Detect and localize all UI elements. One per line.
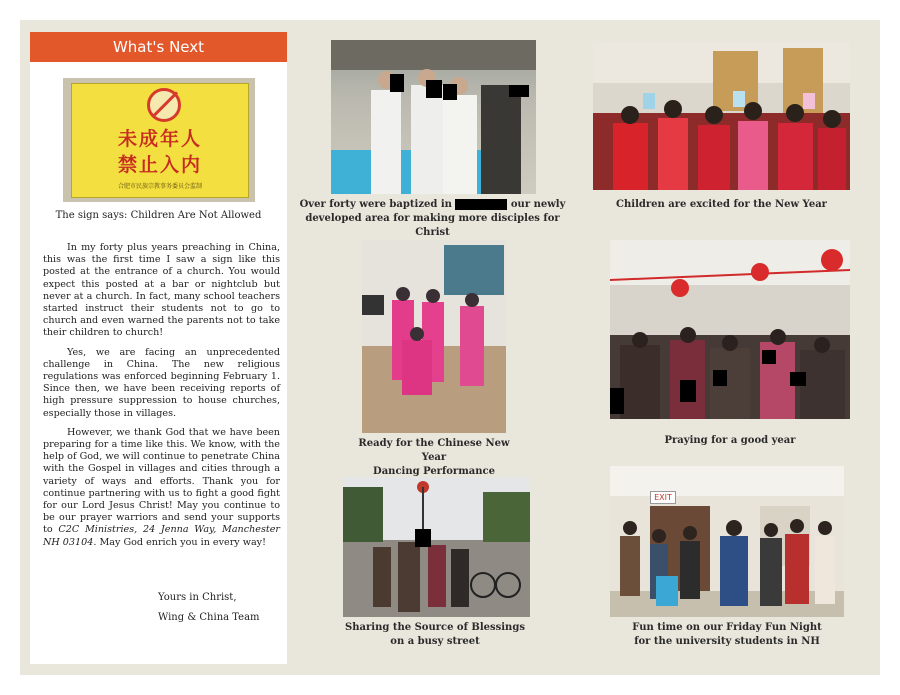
street-outreach-photo: [343, 477, 530, 617]
children-new-year-photo: [593, 43, 850, 190]
dance-performance-photo: [362, 240, 506, 433]
baptism-scene: [331, 40, 536, 194]
dancers-scene: [362, 240, 506, 433]
whats-next-banner: What's Next: [30, 32, 287, 62]
paragraph-2: Yes, we are facing an unprecedented challenge in China. The new religious regulations was enforced beginning February 1. Since then, we have been receiving reports of high pressure suppression to house churches, especially those in villages.: [43, 346, 280, 419]
sign-caption: The sign says: Children Are Not Allowed: [55, 210, 262, 221]
fun-night-caption: Fun time on our Friday Fun Night for the university students in NH: [632, 622, 822, 647]
children-scene: [593, 43, 850, 190]
praying-caption: Praying for a good year: [664, 435, 796, 446]
paragraph-3: However, we thank God that we have been preparing for a time like this. We know, with the help of God, we will continue to penetrate China with the Gospel in villages and cities through a variety of ways and efforts. Thank you for continue partnering with us to fight a good fight for our Lord Jesus Christ! May you continue to be our prayer warriors and send your supports to C2C Ministries, 24 Jenna Way, Manchester NH 03104. May God enrich you in every way!: [43, 426, 281, 548]
no-children-sign-photo: [63, 78, 255, 202]
street-scene: [343, 477, 530, 617]
street-caption: Sharing the Source of Blessings on a busy street: [345, 622, 525, 647]
sign-small-print: 合肥市民族宗教事务委员会监制: [117, 183, 202, 190]
sign-text-line2: 禁止入内: [117, 154, 202, 176]
prayer-scene: [610, 240, 850, 419]
letter-body: [43, 242, 280, 556]
baptism-caption: Over forty were baptized in our newly developed area for making more disciples for Christ: [299, 199, 566, 238]
dance-caption: Ready for the Chinese New Year Dancing Performance: [358, 438, 510, 477]
sign-text-line1: 未成年人: [117, 128, 202, 150]
baptism-photo: [331, 40, 536, 194]
fun-night-photo: [610, 466, 844, 617]
exit-sign: EXIT: [650, 491, 676, 504]
whats-next-panel: [30, 32, 287, 664]
mailing-address: C2C Ministries, 24 Jenna Way, Manchester NH 03104: [43, 524, 281, 548]
fun-night-scene: [610, 466, 844, 617]
children-caption: Children are excited for the New Year: [616, 199, 827, 210]
signature: Wing & China Team: [158, 612, 260, 623]
praying-photo: [610, 240, 850, 419]
sign-off: Yours in Christ,: [158, 592, 237, 603]
redacted-location: [455, 199, 507, 210]
no-child-prohibition-icon: [147, 88, 181, 122]
paragraph-1: In my forty plus years preaching in China, this was the first time I saw a sign like this posted at the entrance of a church. You would expect this posted at a bar or nightclub but never at a church. In fact, many school teachers started instruct their students not to go to church and even warned the parents not to take their children to church!: [43, 242, 280, 339]
